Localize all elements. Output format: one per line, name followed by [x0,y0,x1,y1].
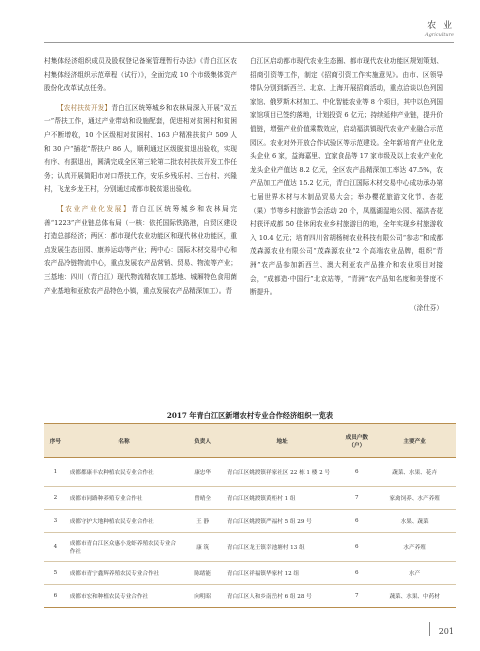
cell-name: 成都市宏和种植农民专业合作社 [67,585,182,608]
section-title: 农 业 [427,21,454,31]
section-tag: 【农村扶贫开发】 [57,103,112,112]
cell-leader: 曾晴全 [181,487,224,510]
cell-index: 4 [44,533,67,562]
header-rule [44,42,454,43]
table-header-row [44,424,456,458]
cell-name: 成都都康丰农种植农民专业合作社 [67,458,182,487]
header-cell: 主要产业 [373,424,456,458]
cell-index: 2 [44,487,67,510]
cell-address: 青白江区祥福镇华家村 12 组 [224,562,341,585]
paragraph-continuation: 白江区启动都市现代农业生态圈、都市现代农业功能区规划策划、招商引资等工作，制定《招商引资工作实施意见》。由市、区领导带队分别到新西兰、北京、上海开展招商活动，重点洽谈以色列国家馆、俄罗斯木材加工、中化智能农业等 8 个项目，其中以色列国家馆项目已签约落地，计划投资 6 亿元；持续延伸产业链，提升价值链，增强产业价值乘数效应，启动福洪镇现代农业产业融合示范园区。农业对外开放合作试验区等示范建设。全年新培育产业化龙头企业 6 家，益海嘉里、宜家食品等 17 家市级及以上农业产业化龙头企业产值达 8.2 亿元，全区农产品精深加工率达 47.5%，农产品加工产值达 15.2 亿元，青白江国际木材交易中心成功承办第七届世界木材与木制品贸易大会；举办樱花旅游文化节、杏花（果）节等乡村旅游节会活动 20 个，凤凰湖湿地公园、福洪杏花村获评成都 50 佳休闲农业乡村旅游目的地，全年实现乡村旅游收入 10.4 亿元；培育四川省胡杨树农业科技有限公司“参志”和成都茂森源农业有限公司“茂森源农业”2 个高端农业品牌，组织“青洲”农产品参加新西兰、澳大利亚农产品推介和农业项目对接会，“成都造·中国行”北京站等，“青洲”农产品知名度和美誉度不断提升。 [250,57,444,297]
cell-address: 青白江区人和乡南岳村 6 组 28 号 [224,585,341,608]
cell-address: 青白江区姚渡镇严福村 5 组 29 号 [224,510,341,533]
cell-address: 青白江区姚渡镇黄柜村 1 组 [224,487,341,510]
table-row [44,487,456,510]
cell-industry: 蔬菜、水果、花卉 [373,458,456,487]
table-row [44,585,456,608]
cell-name: 成都守护大地种植农民专业合作社 [67,510,182,533]
page-number-rule [429,622,430,636]
table-row [44,510,456,533]
running-header [425,18,454,38]
cooperatives-table [44,423,456,608]
cell-leader: 康 筑 [181,533,224,562]
table-title: 2017 年青白江区新增农村专业合作经济组织一览表 [166,411,334,420]
cell-name: 成都市青白江区众惠小龙虾养殖农民专业合作社 [67,533,182,562]
cell-address: 青白江区龙王镇幸池塘村 13 组 [224,533,341,562]
cell-industry: 蔬菜、水果、中药材 [373,585,456,608]
left-column [44,55,237,298]
cell-index: 3 [44,510,67,533]
cell-leader: 王 静 [181,510,224,533]
cell-members: 7 [340,487,373,510]
table-row [44,533,456,562]
paragraph-continuation: 村集体经济组织成员及股权登记备案管理暂行办法》《青白江区农村集体经济组织示范章程（试行）》，全面完成 10 个市级集体资产股份化改革试点任务。 [44,57,237,93]
cell-leader: 康忠华 [181,458,224,487]
cell-address: 青白江区姚渡镇祥家社区 22 栋 1 楼 2 号 [224,458,341,487]
cell-name: 成都市同路种养殖专业合作社 [67,487,182,510]
header-cell: 负责人 [181,424,224,458]
cell-industry: 水产养殖 [373,533,456,562]
cell-members: 6 [340,510,373,533]
section-body: 青白江区统筹城乡和农林局深入开展“双五一”帮扶工作，通过产业带动和设施配套，促进相对贫困村和贫困户不断增收，10 个区级相对贫困村、163 户精准扶贫户 509 人和 30 户“插花”帮扶户 86 人，顺利通过区级脱贫退出验收，实现有序、有据退出，圆满完成全区第三轮第二批农村扶贫开发工作任务；认真开展简阳市对口帮扶工作，安乐乡残乐村、三台村、兴隆村，飞龙乡龙王村，分别通过成都市脱贫退出验收。 [44,103,238,194]
section-body: 青白江区统筹城乡和农林局完善“1223”产业链总体布局（一核：依托国际铁路港，自贸区建设打造总部经济；两区：都市现代农业功能区和现代林业功能区，重点发展生态田园、康养运动等产业；两中心：国际木材交易中心和农产品冷链物流中心，重点发展农产品营销、贸易、物流等产业；三基地：四川（青白江）现代物流精农加工基地、城厢特色食用菌产业基地和亚欧农产品特色小镇，重点发展农产品精深加工）。青 [44,204,238,295]
cell-index: 1 [44,458,67,487]
cell-name: 成都市青宁鑫辉养殖农民专业合作社 [67,562,182,585]
section-title-en: Agriculture [425,32,454,38]
cell-industry: 水产 [373,562,456,585]
section-poverty-alleviation [44,102,237,197]
cell-members: 7 [340,585,373,608]
cell-members: 6 [340,533,373,562]
page-number: 201 [438,627,454,636]
table-row [44,458,456,487]
cell-index: 6 [44,585,67,608]
cell-members: 6 [340,458,373,487]
cell-index: 5 [44,562,67,585]
right-column [250,55,443,315]
cell-industry: 水果、蔬菜 [373,510,456,533]
header-cell: 名称 [67,424,182,458]
header-cell: 序号 [44,424,67,458]
header-cell: 成员户数（户） [340,424,373,458]
author-credit: （涂仕芬） [410,303,443,312]
cell-leader: 向明昭 [181,585,224,608]
table-row [44,562,456,585]
section-tag: 【农业产业化发展】 [57,204,132,213]
cell-members: 6 [340,562,373,585]
cell-leader: 陈绪能 [181,562,224,585]
cell-industry: 家禽饲养、水产养殖 [373,487,456,510]
section-industrialization [44,203,237,298]
header-cell: 地址 [224,424,341,458]
